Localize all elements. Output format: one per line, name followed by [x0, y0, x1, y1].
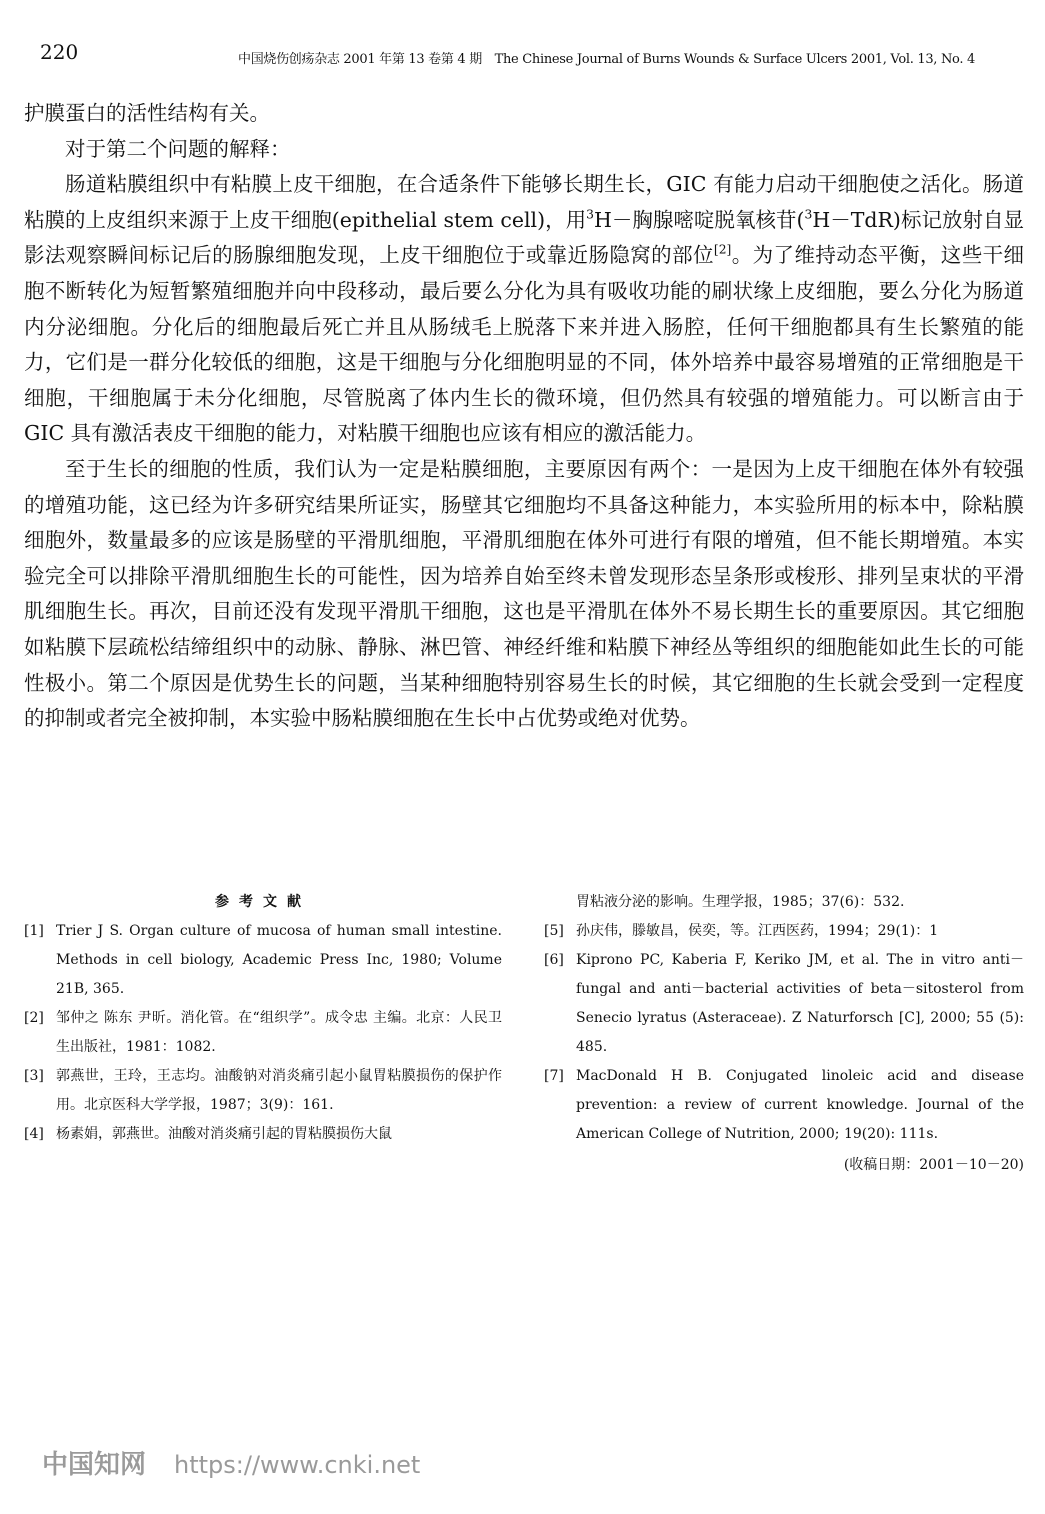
reference-text: 郭燕世，王玲，王志均。油酸钠对消炎痛引起小鼠胃粘膜损伤的保护作用。北京医科大学学报，1987；3(9)：161.	[56, 1068, 502, 1113]
references-title: 参考文献	[215, 894, 311, 910]
received-date: (收稿日期：2001－10－20)	[843, 1157, 1024, 1173]
text-run: 肠道粘膜组织中有粘膜上皮干细胞，在合适条件下能够长期生长，GIC 有能力启动干细胞使之活化。肠道粘膜的上皮组织来源于上皮干细胞(epithelial stem cell)，用	[24, 172, 1024, 232]
reference-number: [6]	[544, 952, 564, 968]
paragraph: 护膜蛋白的活性结构有关。	[24, 101, 270, 125]
reference-text: Trier J S. Organ culture of mucosa of human small intestine. Methods in cell biology, Academic Press Inc, 1980; Volume 21B, 365.	[56, 923, 502, 997]
reference-number: [7]	[544, 1068, 564, 1084]
superscript: 3	[586, 207, 594, 222]
footer-watermark	[42, 1444, 420, 1481]
reference-number: [3]	[24, 1068, 44, 1084]
reference-item	[544, 1062, 1024, 1149]
references-left-column	[24, 888, 502, 1149]
paragraph: 至于生长的细胞的性质，我们认为一定是粘膜细胞，主要原因有两个：一是因为上皮干细胞在体外有较强的增殖功能，这已经为许多研究结果所证实，肠壁其它细胞均不具备这种能力，本实验所用的标本中，除粘膜细胞外，数量最多的应该是肠壁的平滑肌细胞，平滑肌细胞在体外可进行有限的增殖，但不能长期增殖。本实验完全可以排除平滑肌细胞生长的可能性，因为培养自始至终未曾发现形态呈条形或梭形、排列呈束状的平滑肌细胞生长。再次，目前还没有发现平滑肌干细胞，这也是平滑肌在体外不易长期生长的重要原因。其它细胞如粘膜下层疏松结缔组织中的动脉、静脉、淋巴管、神经纤维和粘膜下神经丛等组织的细胞能如此生长的可能性极小。第二个原因是优势生长的问题，当某种细胞特别容易生长的时候，其它细胞的生长就会受到一定程度的抑制或者完全被抑制，本实验中肠粘膜细胞在生长中占优势或绝对优势。	[24, 456, 1024, 731]
reference-number: [2]	[24, 1010, 44, 1026]
reference-text: 杨素娟，郭燕世。油酸对消炎痛引起的胃粘膜损伤大鼠	[56, 1126, 392, 1142]
running-head: 中国烧伤创疡杂志 2001 年第 13 卷第 4 期 The Chinese Journal of Burns Wounds & Surface Ulcers 2001, Vol. 13, No. 4	[238, 52, 975, 67]
paragraph	[24, 167, 1024, 452]
superscript: 3	[804, 207, 813, 222]
references-right-column	[544, 888, 1024, 1180]
text-run: H－胸腺嘧啶脱氧核苷(	[593, 207, 805, 232]
reference-item	[544, 917, 1024, 946]
reference-item	[24, 1120, 502, 1149]
article-body	[24, 96, 1024, 737]
reference-continuation: 胃粘液分泌的影响。生理学报，1985；37(6)：532.	[576, 894, 905, 910]
cnki-logo-text: 中国知网	[42, 1450, 147, 1480]
reference-item	[24, 1062, 502, 1120]
reference-item	[24, 1004, 502, 1062]
reference-item	[544, 946, 1024, 1062]
cnki-url: https://www.cnki.net	[174, 1451, 421, 1479]
reference-item	[24, 917, 502, 1004]
reference-text: MacDonald H B. Conjugated linoleic acid and disease prevention: a review of current knowledge. Journal of the American College of Nutrition, 2000; 19(20): 111s.	[576, 1068, 1024, 1142]
reference-text: 孙庆伟，滕敏昌，侯奕，等。江西医药，1994；29(1)：1	[576, 923, 939, 939]
reference-number: [4]	[24, 1126, 44, 1142]
reference-text: Kiprono PC, Kaberia F, Keriko JM, et al. The in vitro anti－fungal and anti－bacterial activities of beta－sitosterol from Senecio lyratus (Asteraceae). Z Naturforsch [C], 2000; 55 (5): 485.	[576, 952, 1024, 1055]
text-run: H－TdR)标记放射自显影法观察瞬间标记后的肠腺细胞发现，上皮干细胞位于或靠近肠隐窝的部位	[24, 207, 1025, 268]
reference-text: 邹仲之 陈东 尹昕。消化管。在“组织学”。成令忠 主编。北京：人民卫生出版社，1981：1082.	[56, 1010, 502, 1055]
citation-marker: [2]	[713, 242, 732, 257]
reference-number: [1]	[24, 923, 44, 939]
paragraph: 对于第二个问题的解释：	[65, 136, 291, 161]
page-number: 220	[40, 40, 79, 64]
text-run: 。为了维持动态平衡，这些干细胞不断转化为短暂繁殖细胞并向中段移动，最后要么分化为具有吸收功能的刷状缘上皮细胞，要么分化为肠道内分泌细胞。分化后的细胞最后死亡并且从肠绒毛上脱落下来并进入肠腔，任何干细胞都具有生长繁殖的能力，它们是一群分化较低的细胞，这是干细胞与分化细胞明显的不同，体外培养中最容易增殖的正常细胞是干细胞，干细胞属于未分化细胞，尽管脱离了体内生长的微环境，但仍然具有较强的增殖能力。可以断言由于 GIC 具有激活表皮干细胞的能力，对粘膜干细胞也应该有相应的激活能力。	[24, 243, 1025, 446]
reference-number: [5]	[544, 923, 564, 939]
